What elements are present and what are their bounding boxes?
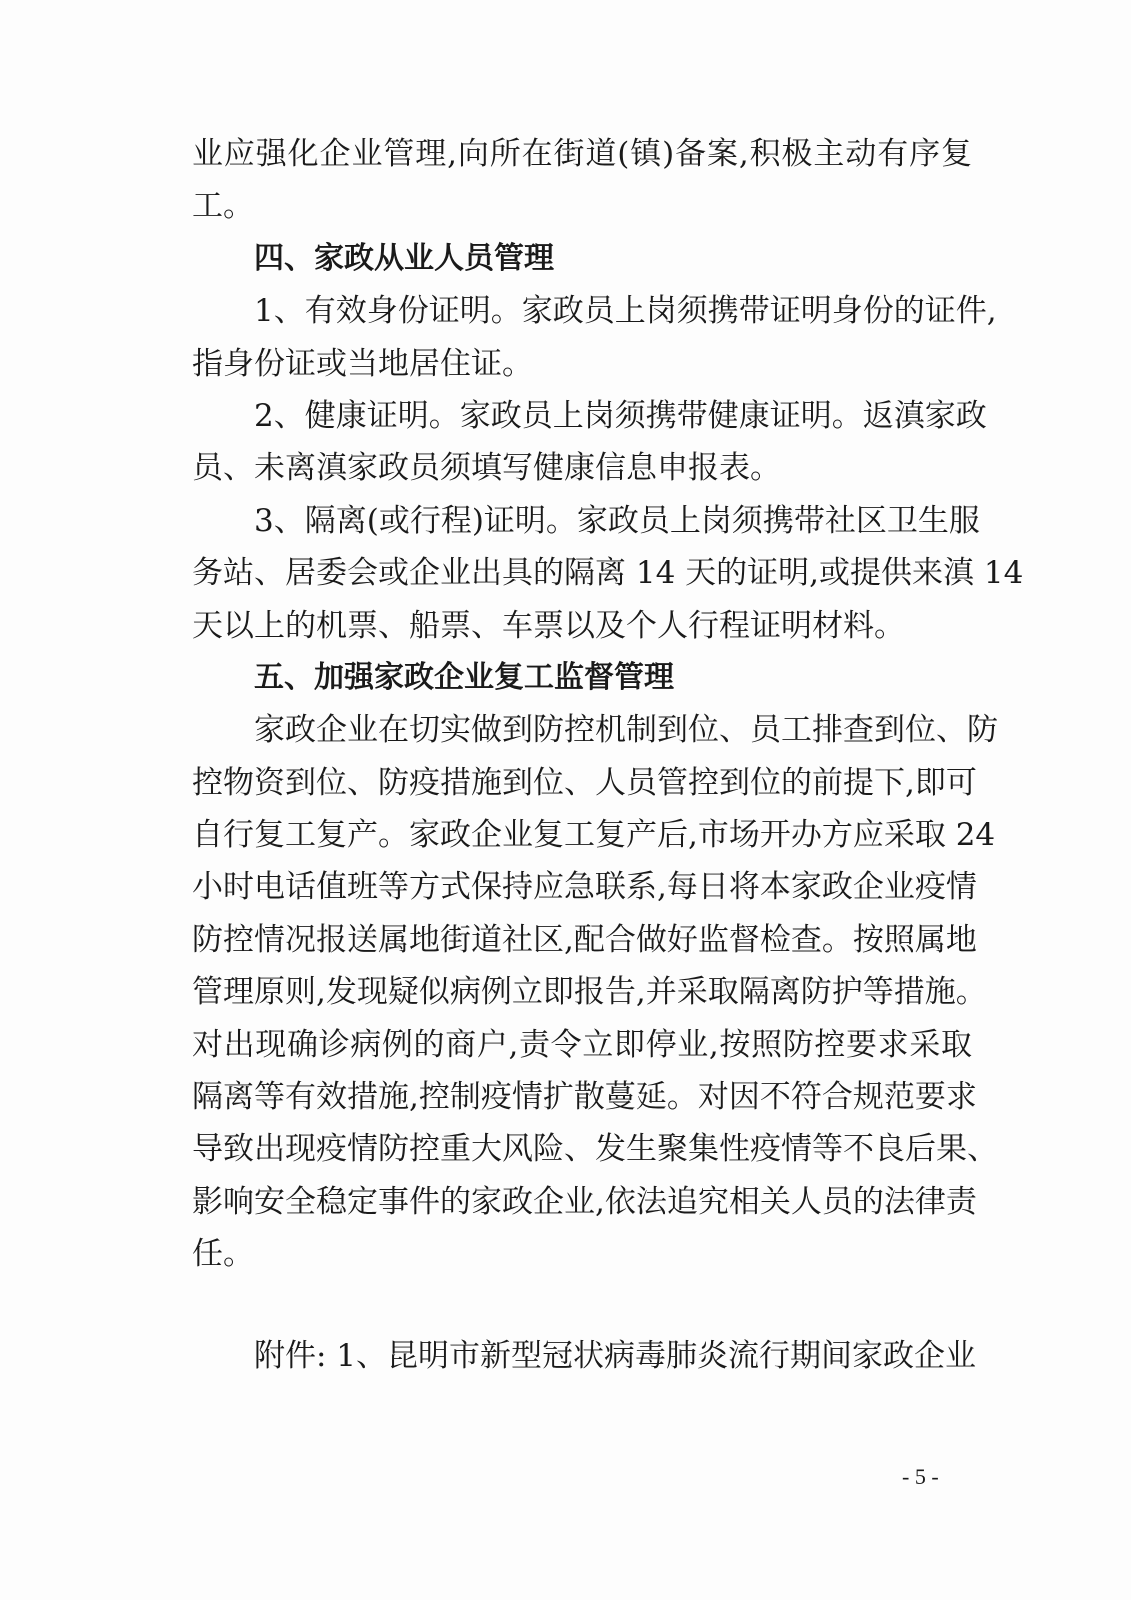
body-line: 务站、居委会或企业出具的隔离 14 天的证明,或提供来滇 14 — [192, 555, 1024, 592]
body-line: 管理原则,发现疑似病例立即报告,并采取隔离防护等措施。 — [192, 974, 987, 1011]
body-line: 工。 — [192, 188, 254, 225]
body-line: 1、有效身份证明。家政员上岗须携带证明身份的证件, — [254, 293, 997, 330]
body-line: 任。 — [192, 1236, 254, 1273]
body-line: 业应强化企业管理,向所在街道(镇)备案,积极主动有序复 — [192, 136, 972, 172]
body-line: 家政企业在切实做到防控机制到位、员工排查到位、防 — [254, 712, 998, 749]
section-heading-5: 五、加强家政企业复工监督管理 — [254, 659, 674, 695]
body-line: 指身份证或当地居住证。 — [192, 345, 533, 382]
attachment-line: 附件: 1、昆明市新型冠状病毒肺炎流行期间家政企业 — [254, 1338, 977, 1374]
body-line: 对出现确诊病例的商户,责令立即停业,按照防控要求采取 — [192, 1026, 972, 1063]
body-line: 导致出现疫情防控重大风险、发生聚集性疫情等不良后果、 — [192, 1131, 998, 1168]
body-line: 2、健康证明。家政员上岗须携带健康证明。返滇家政 — [254, 397, 987, 434]
body-line: 控物资到位、防疫措施到位、人员管控到位的前提下,即可 — [192, 764, 977, 801]
body-line: 小时电话值班等方式保持应急联系,每日将本家政企业疫情 — [192, 869, 977, 906]
body-line: 3、隔离(或行程)证明。家政员上岗须携带社区卫生服 — [254, 502, 980, 539]
body-line: 防控情况报送属地街道社区,配合做好监督检查。按照属地 — [192, 921, 977, 958]
section-heading-4: 四、家政从业人员管理 — [254, 240, 554, 276]
page-number: - 5 - — [902, 1464, 939, 1489]
body-line: 自行复工复产。家政企业复工复产后,市场开办方应采取 24 — [192, 817, 996, 854]
document-body — [192, 128, 1024, 1281]
body-line: 员、未离滇家政员须填写健康信息申报表。 — [192, 450, 781, 487]
body-line: 天以上的机票、船票、车票以及个人行程证明材料。 — [192, 607, 905, 644]
body-line: 隔离等有效措施,控制疫情扩散蔓延。对因不符合规范要求 — [192, 1079, 977, 1116]
body-line: 影响安全稳定事件的家政企业,依法追究相关人员的法律责 — [192, 1183, 977, 1220]
